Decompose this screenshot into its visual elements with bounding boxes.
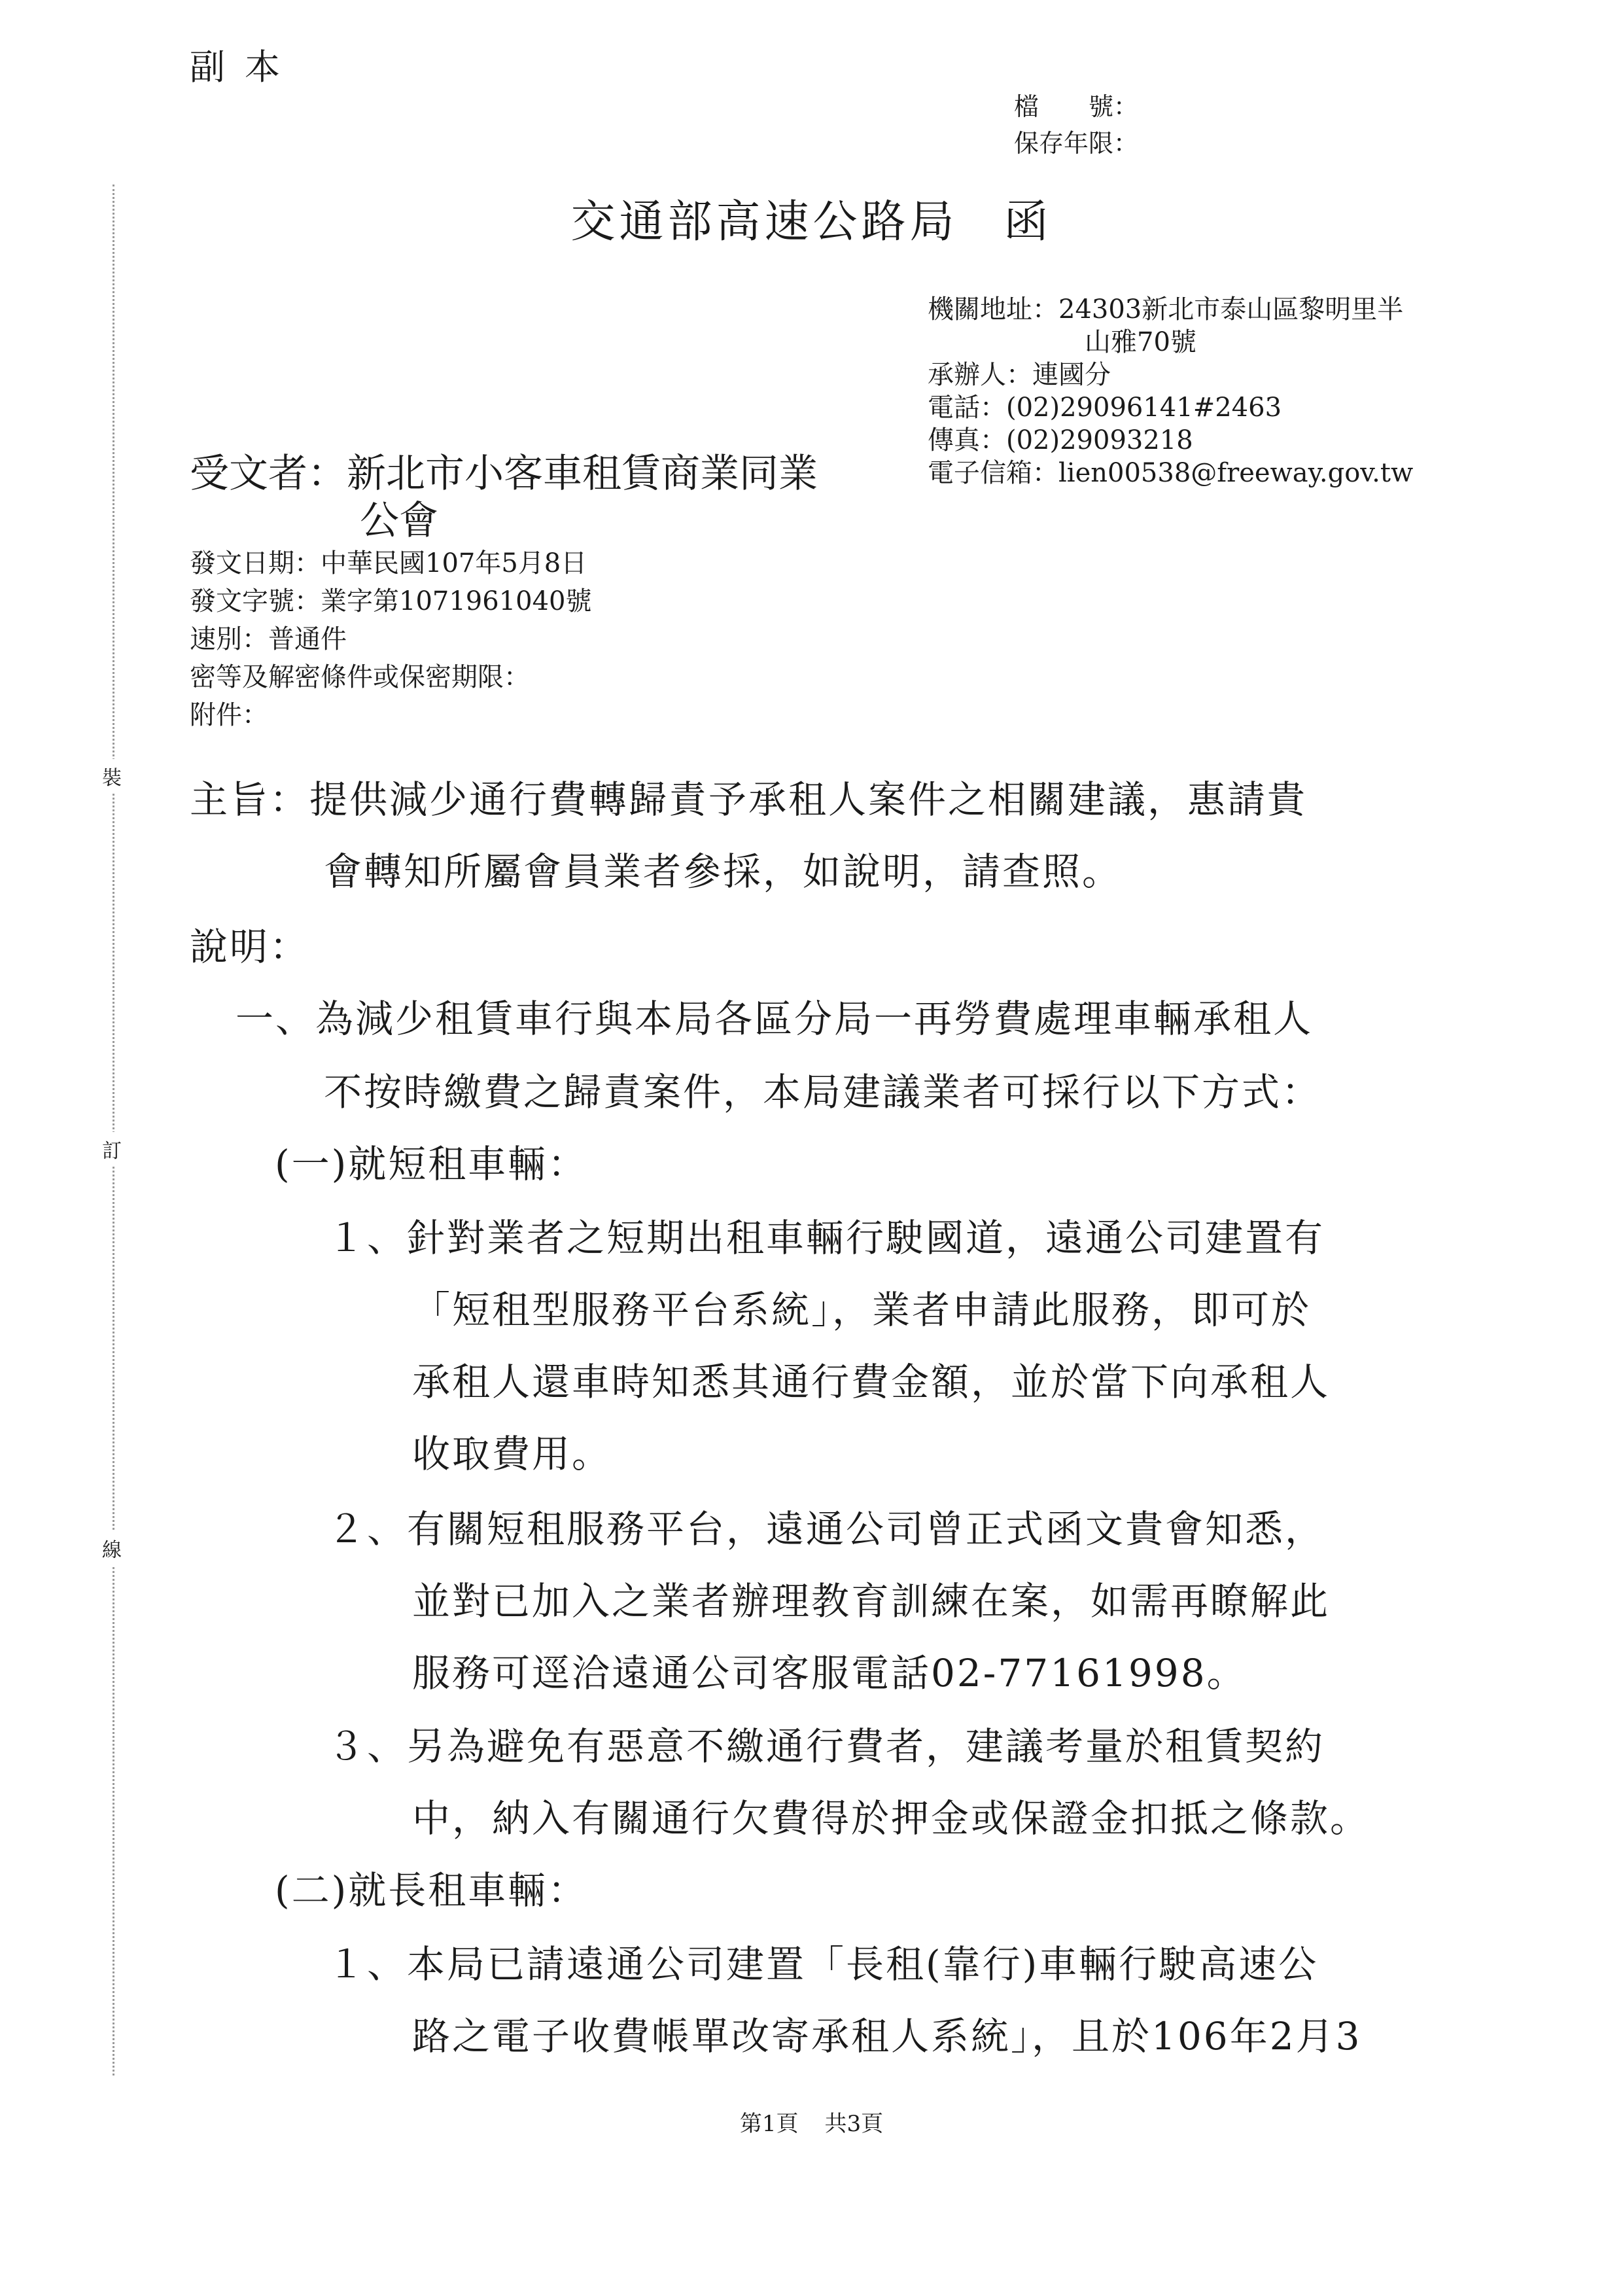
officer-name: 承辦人：連國分 bbox=[928, 360, 1111, 390]
section-long-term-heading: (二)就長租車輛： bbox=[275, 1868, 588, 1913]
short-term-point-1-line: 承租人還車時知悉其通行費金額，並於當下向承租人 bbox=[412, 1360, 1331, 1404]
binding-mark-xian: 線 bbox=[102, 1531, 122, 1565]
recipient-line-continued: 公會 bbox=[360, 498, 438, 544]
contact-block bbox=[928, 293, 1413, 489]
section-short-term-heading: (一)就短租車輛： bbox=[275, 1142, 588, 1186]
agency-name: 交通部高速公路局 bbox=[570, 196, 958, 248]
long-term-point-1-line: 路之電子收費帳單改寄承租人系統」，且於106年2月3 bbox=[412, 2014, 1362, 2058]
page-footer bbox=[0, 2106, 1623, 2138]
recipient bbox=[190, 450, 818, 544]
subject-line: 主旨：提供減少通行費轉歸責予承租人案件之相關建議，惠請貴 bbox=[190, 777, 1308, 822]
phone-number: 電話：(02)29096141#2463 bbox=[928, 393, 1282, 423]
short-term-point-2-line: 服務可逕洽遠通公司客服電話02-77161998。 bbox=[412, 1651, 1247, 1695]
reference-number: 發文字號：業字第1071961040號 bbox=[190, 586, 592, 616]
explanation-heading: 說明： bbox=[190, 925, 310, 969]
item-one-line-continued: 不按時繳費之歸責案件，本局建議業者可採行以下方式： bbox=[324, 1070, 1322, 1114]
copy-mark: 副本 bbox=[190, 46, 300, 88]
file-number-label: 檔 號： bbox=[1014, 92, 1139, 121]
page-number: 第1頁 bbox=[739, 2111, 799, 2137]
short-term-point-3-line: 中，納入有關通行欠費得於押金或保證金扣抵之條款。 bbox=[412, 1796, 1370, 1841]
agency-address: 機關地址：24303新北市泰山區黎明里半 bbox=[928, 294, 1404, 325]
binding-mark-ding: 訂 bbox=[102, 1132, 122, 1166]
secrecy-level: 密等及解密條件或保密期限： bbox=[190, 662, 530, 692]
recipient-line: 受文者：新北市小客車租賃商業同業 bbox=[190, 451, 818, 497]
page-total: 共3頁 bbox=[824, 2111, 884, 2137]
attachment: 附件： bbox=[190, 700, 268, 730]
item-one-line: 一、為減少租賃車行與本局各區分局一再勞費處理車輛承租人 bbox=[236, 997, 1314, 1041]
binding-line bbox=[113, 185, 114, 2075]
document-type: 函 bbox=[1003, 196, 1053, 248]
short-term-point-1-line: 「短租型服務平台系統」，業者申請此服務，即可於 bbox=[412, 1288, 1312, 1332]
agency-address-continued: 山雅70號 bbox=[1085, 327, 1196, 357]
short-term-point-3-line: ３、另為避免有惡意不繳通行費者，建議考量於租賃契約 bbox=[327, 1724, 1325, 1769]
subject-line-continued: 會轉知所屬會員業者參採，如說明，請查照。 bbox=[324, 849, 1123, 894]
binding-mark-zhuang: 裝 bbox=[102, 759, 122, 793]
document-title bbox=[0, 186, 1623, 250]
short-term-point-2-line: 並對已加入之業者辦理教育訓練在案，如需再瞭解此 bbox=[412, 1579, 1331, 1623]
retention-label: 保存年限： bbox=[1014, 129, 1139, 158]
short-term-point-1-line: １、針對業者之短期出租車輛行駛國道，遠通公司建置有 bbox=[327, 1216, 1325, 1260]
file-meta bbox=[1014, 88, 1138, 162]
dispatch-date: 發文日期：中華民國107年5月8日 bbox=[190, 548, 587, 578]
dispatch-meta bbox=[190, 544, 592, 734]
short-term-point-1-line: 收取費用。 bbox=[412, 1432, 612, 1476]
fax-number: 傳真：(02)29093218 bbox=[928, 425, 1193, 455]
long-term-point-1-line: １、本局已請遠通公司建置「長租(靠行)車輛行駛高速公 bbox=[327, 1942, 1319, 1987]
email-address: 電子信箱：lien00538@freeway.gov.tw bbox=[928, 458, 1414, 488]
short-term-point-2-line: ２、有關短租服務平台，遠通公司曾正式函文貴會知悉， bbox=[327, 1507, 1325, 1551]
priority: 速別：普通件 bbox=[190, 624, 347, 654]
